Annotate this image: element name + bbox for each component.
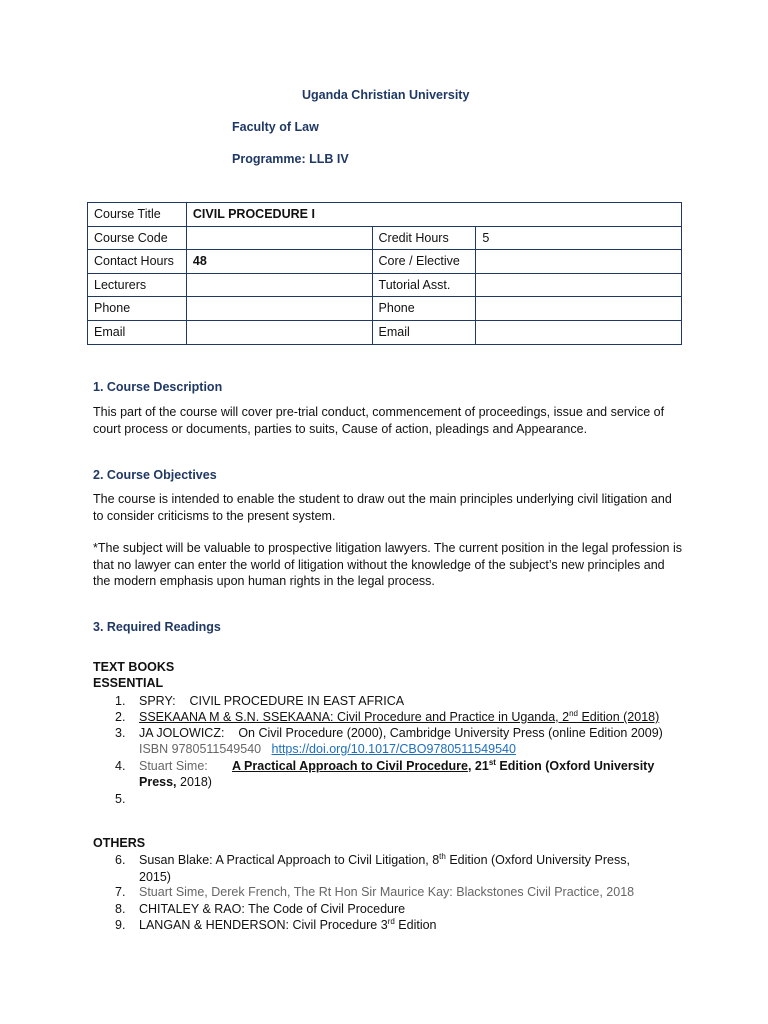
doi-link[interactable]: https://doi.org/10.1017/CBO9780511549540 [271, 742, 516, 756]
contact-hours-value: 48 [186, 250, 372, 274]
course-code-value [186, 226, 372, 250]
list-number: 9. [115, 918, 126, 932]
list-number: 8. [115, 902, 126, 916]
course-title-label: Course Title [88, 203, 187, 227]
phone-label: Phone [88, 297, 187, 321]
tutor-phone-value [476, 297, 682, 321]
email-label: Email [88, 320, 187, 344]
superscript: nd [569, 708, 578, 718]
superscript: rd [387, 916, 395, 926]
tutor-phone-label: Phone [372, 297, 476, 321]
reading-text-part: SSEKAANA M & S.N. SSEKAANA: Civil Procedure and Practice in Uganda, 2 [139, 710, 570, 724]
tutorial-value [476, 273, 682, 297]
table-row [88, 273, 682, 297]
list-number: 7. [115, 885, 126, 899]
list-number: 3. [115, 726, 126, 740]
reading-text-part: Susan Blake: A Practical Approach to Civil Litigation, 8 [139, 853, 440, 867]
reading-title: A Practical Approach to Civil Procedure [232, 759, 468, 773]
course-info-table [87, 202, 682, 345]
reading-text-part: LANGAN & HENDERSON: Civil Procedure 3 [139, 918, 388, 932]
required-readings-heading: 3. Required Readings [93, 620, 221, 634]
reading-text-part: Edition (Oxford University Press, 2015) [139, 853, 630, 884]
reading-text-part: Edition (Oxford University [495, 759, 655, 773]
others-label: OTHERS [93, 836, 146, 850]
isbn-text: ISBN 9780511549540 [139, 742, 262, 756]
reading-text [139, 709, 675, 726]
reading-text-part: Press, [139, 775, 177, 789]
reading-text [232, 758, 662, 775]
reading-text: CHITALEY & RAO: The Code of Civil Procedure [139, 902, 406, 916]
phone-value [186, 297, 372, 321]
table-row [88, 320, 682, 344]
tutor-email-value [476, 320, 682, 344]
reading-isbn-line [139, 741, 675, 758]
reading-author: Stuart Sime: [139, 759, 208, 773]
credit-hours-label: Credit Hours [372, 226, 476, 250]
superscript: th [439, 851, 446, 861]
reading-text-part: 2018) [176, 775, 212, 789]
university-name: Uganda Christian University [302, 88, 470, 102]
essential-label: ESSENTIAL [93, 676, 164, 690]
faculty-name: Faculty of Law [232, 120, 319, 134]
list-number: 4. [115, 759, 126, 773]
reading-text: JA JOLOWICZ: On Civil Procedure (2000), Cambridge University Press (online Edition 2009) [139, 726, 663, 740]
list-number: 6. [115, 853, 126, 867]
reading-text: SPRY: CIVIL PROCEDURE IN EAST AFRICA [139, 694, 405, 708]
lecturers-label: Lecturers [88, 273, 187, 297]
superscript: st [488, 757, 496, 767]
course-objectives-note: *The subject will be valuable to prospective litigation lawyers. The current position in the legal profession is that no lawyer can enter the world of litigation without the knowledge of the subject’s new principles and the modern emphasis upon human rights in the legal process. [93, 541, 682, 589]
course-objectives-heading: 2. Course Objectives [93, 468, 217, 482]
lecturers-value [186, 273, 372, 297]
list-number: 1. [115, 694, 126, 708]
reading-text: Stuart Sime, Derek French, The Rt Hon Sir Maurice Kay: Blackstones Civil Practice, 2018 [139, 885, 635, 899]
reading-text-part: , 21 [467, 759, 489, 773]
reading-text-part: Edition (2018) [577, 710, 660, 724]
course-description-text: This part of the course will cover pre-trial conduct, commencement of proceedings, issue and service of court process or documents, parties to suits, Cause of action, pleadings and Appearance. [93, 405, 665, 436]
tutorial-label: Tutorial Asst. [372, 273, 476, 297]
credit-hours-value: 5 [476, 226, 682, 250]
reading-text [139, 774, 675, 791]
reading-text-part: Edition [394, 918, 437, 932]
list-number: 2. [115, 710, 126, 724]
reading-text [139, 917, 675, 934]
contact-hours-label: Contact Hours [88, 250, 187, 274]
table-row [88, 226, 682, 250]
tutor-email-label: Email [372, 320, 476, 344]
course-objectives-text: The course is intended to enable the student to draw out the main principles underlying civil litigation and to consider criticisms to the present system. [93, 492, 672, 523]
list-number: 5. [115, 792, 126, 806]
text-books-label: TEXT BOOKS [93, 660, 175, 674]
table-row [88, 250, 682, 274]
course-title-value: CIVIL PROCEDURE I [186, 203, 681, 227]
core-elective-label: Core / Elective [372, 250, 476, 274]
course-code-label: Course Code [88, 226, 187, 250]
core-elective-value [476, 250, 682, 274]
reading-text [139, 852, 659, 885]
programme-name: Programme: LLB IV [232, 152, 349, 166]
course-description-heading: 1. Course Description [93, 380, 223, 394]
table-row [88, 297, 682, 321]
email-value [186, 320, 372, 344]
table-row [88, 203, 682, 227]
